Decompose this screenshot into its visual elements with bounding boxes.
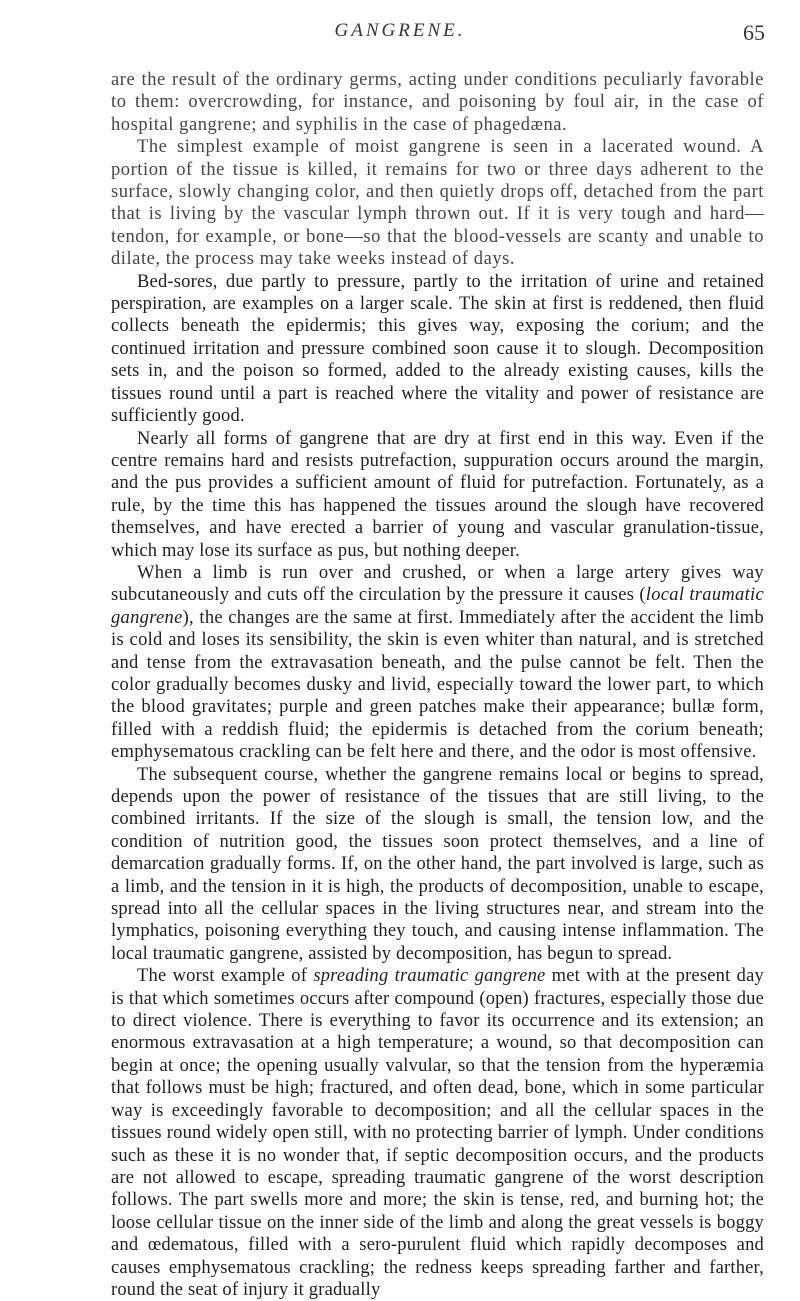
text-run: The simplest example of moist gangrene is seen in a lacerated wound. A portion of the tissue is killed, it remains for two or three days adherent to the surface, slowly changing color, and then quietly drops off, detached from the part that is living by the vascular lymph thrown out. If it is very tough and hard—tendon, for example, or bone—so that the blood-vessels are scanty and unable to dilate, the process may take weeks instead of days.: [111, 137, 764, 270]
text-run: The worst example of: [137, 966, 314, 987]
text-run: ), the changes are the same at first. Immediately after the accident the limb is cold and loses its sensibility, the skin is even whiter than natural, and is stretched and tense from the extravasation beneath, and the pulse cannot be felt. Then the color gradually becomes dusky and livid, especially toward the lower part, to which the blood gravitates; purple and green patches make their appearance; bullæ form, filled with a reddish fluid; the epidermis is detached from the corium beneath; emphysematous crackling can be felt here and there, and the odor is most offensive.: [111, 607, 764, 763]
text-run: When a limb is run over and crushed, or when a large artery gives way subcutaneously and cuts off the circulation by the pressure it causes (: [111, 562, 764, 606]
paragraph: [111, 965, 764, 1301]
text-run: The subsequent course, whether the gangrene remains local or begins to spread, depends upon the power of resistance of the tissues that are still living, to the combined irritants. If the size of the slough is small, the tension low, and the condition of nutrition good, the tissues soon protect themselves, and a line of demarcation gradually forms. If, on the other hand, the part involved is large, such as a limb, and the tension in it is high, the products of decomposition, unable to escape, spread into all the cellular spaces in the living structures near, and stream into the lymphatics, poisoning everything they touch, and causing intense inflammation. The local traumatic gangrene, assisted by decomposition, has begun to spread.: [111, 764, 764, 964]
paragraph: [111, 69, 764, 136]
text-run: are the result of the ordinary germs, acting under conditions peculiarly favorable to them: overcrowding, for instance, and poisoning by foul air, in the case of hospital gangrene; and syphilis in the case of phagedæna.: [111, 70, 764, 135]
text-run: Bed-sores, due partly to pressure, partly to the irritation of urine and retained perspiration, are examples on a larger scale. The skin at first is reddened, then fluid collects beneath the epidermis; this gives way, exposing the corium; and the continued irritation and pressure combined soon cause it to slough. Decomposition sets in, and the poison so formed, added to the already existing causes, kills the tissues round until a part is reached where the vitality and power of resistance are sufficiently good.: [111, 271, 764, 427]
text-run: Nearly all forms of gangrene that are dry at first end in this way. Even if the centre remains hard and resists putrefaction, suppuration occurs around the margin, and the pus provides a sufficient amount of fluid for putrefaction. Fortunately, as a rule, by the time this has happened the tissues around the slough have recovered themselves, and have erected a barrier of young and vascular granulation-tissue, which may lose its surface as pus, but nothing deeper.: [111, 428, 764, 561]
paragraph: [111, 428, 764, 562]
body-text: [111, 69, 764, 1301]
running-title: GANGRENE.: [334, 20, 466, 41]
italic-term: spreading traumatic gangrene: [313, 966, 546, 987]
page-number: 65: [743, 20, 765, 45]
text-run: met with at the present day is that which sometimes occurs after compound (open) fractures, especially those due to direct violence. There is everything to favor its occurrence and its extension; an enormous extravasation at a high temperature; a wound, so that decomposition can begin at once; the opening usually valvular, so that the tension from the hyperæmia that follows must be high; fractured, and often dead, bone, which in some particular way is exceedingly favorable to decomposition; and all the cellular spaces in the tissues round widely open still, with no protecting barrier of lymph. Under conditions such as these it is no wonder that, if septic decomposition occurs, and the products are not allowed to escape, spreading traumatic gangrene of the worst description follows. The part swells more and more; the skin is tense, red, and burning hot; the loose cellular tissue on the inner side of the limb and along the great vessels is boggy and œdematous, filled with a sero-purulent fluid which rapidly decomposes and causes emphysematous crackling; the redness keeps spreading farther and farther, round the seat of injury it gradually: [111, 966, 764, 1300]
paragraph: [111, 271, 764, 428]
paragraph: [111, 764, 764, 966]
paragraph: [111, 562, 764, 764]
running-head: [0, 16, 800, 52]
paragraph: [111, 136, 764, 270]
italic-term: local traumatic gangrene: [111, 585, 764, 628]
